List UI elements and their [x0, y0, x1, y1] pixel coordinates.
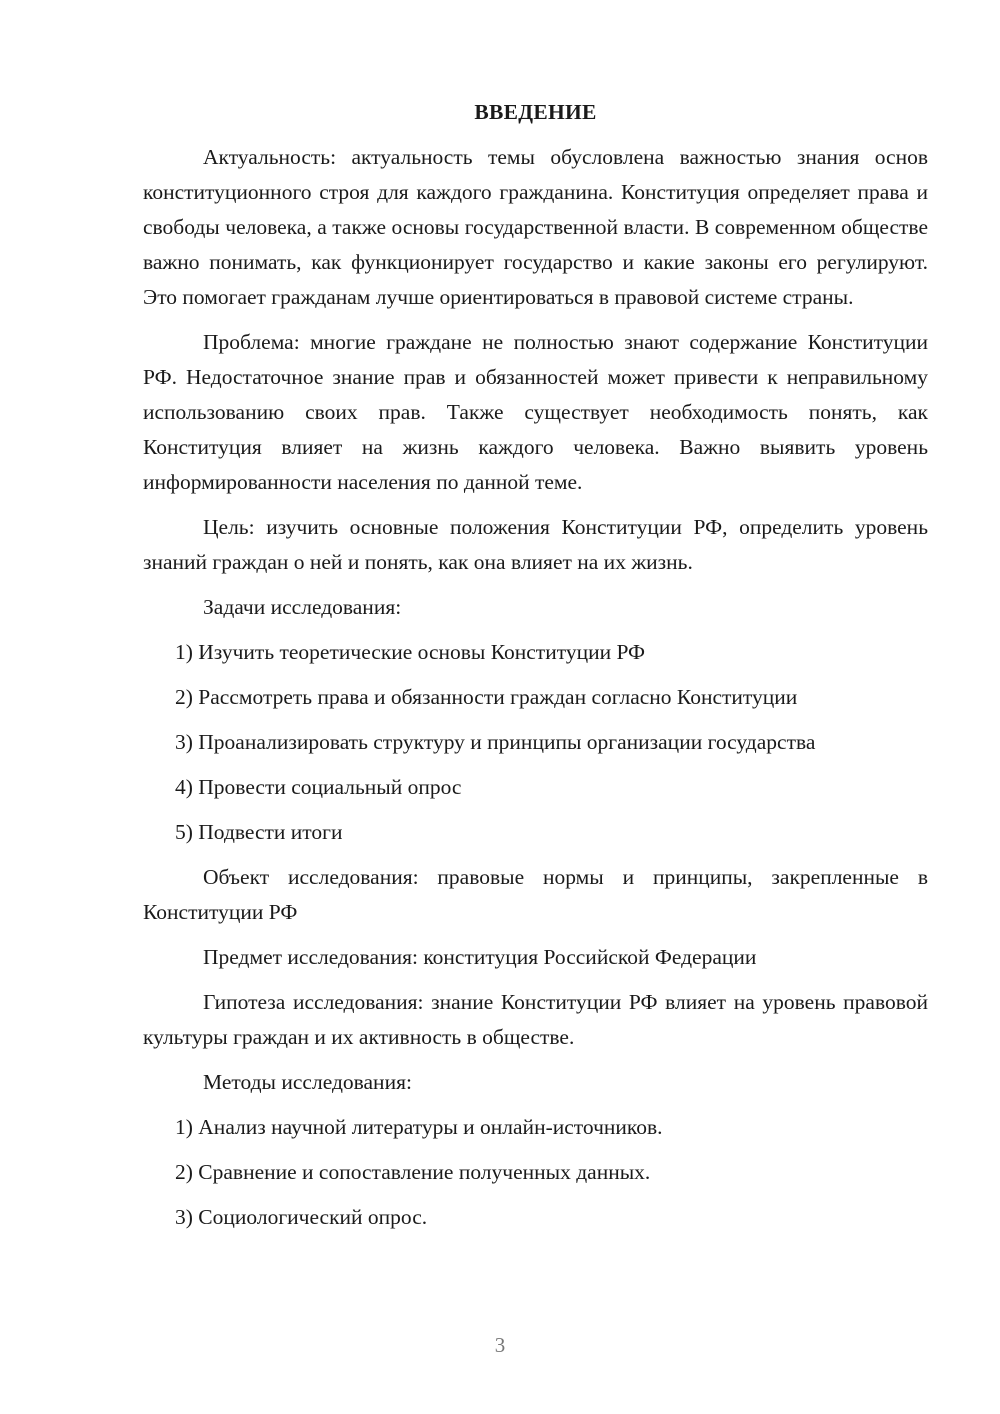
task-item-1: 1) Изучить теоретические основы Конституции РФ — [175, 640, 646, 664]
paragraph-problem: Проблема: многие граждане не полностью знают содержание Конституции РФ. Недостаточное знание прав и обязанностей может привести к неправильному использованию своих прав. Также существует необходимость понять, как Конституция влияет на жизнь каждого человека. Важно выявить уровень информированности населения по данной теме. — [143, 330, 928, 494]
paragraph-object: Объект исследования: правовые нормы и принципы, закрепленные в Конституции РФ — [143, 865, 928, 924]
method-item-2: 2) Сравнение и сопоставление полученных данных. — [175, 1160, 651, 1184]
paragraph-subject: Предмет исследования: конституция Российской Федерации — [203, 945, 757, 969]
paragraph-relevance: Актуальность: актуальность темы обусловлена важностью знания основ конституционного строя для каждого гражданина. Конституция определяет права и свободы человека, а также основы государственной власти. В современном обществе важно понимать, как функционирует государство и какие законы его регулируют. Это помогает гражданам лучше ориентироваться в правовой системе страны. — [143, 145, 928, 309]
task-item-4: 4) Провести социальный опрос — [175, 775, 462, 799]
paragraph-goal: Цель: изучить основные положения Конституции РФ, определить уровень знаний граждан о ней и понять, как она влияет на их жизнь. — [143, 515, 928, 574]
tasks-heading: Задачи исследования: — [203, 595, 402, 619]
page-number: 3 — [494, 1333, 506, 1357]
task-item-2: 2) Рассмотреть права и обязанности граждан согласно Конституции — [175, 685, 798, 709]
paragraph-hypothesis: Гипотеза исследования: знание Конституции РФ влияет на уровень правовой культуры граждан и их активность в обществе. — [143, 990, 928, 1049]
section-title: ВВЕДЕНИЕ — [474, 100, 597, 124]
method-item-1: 1) Анализ научной литературы и онлайн-источников. — [175, 1115, 663, 1139]
document-page — [143, 95, 928, 1245]
methods-heading: Методы исследования: — [203, 1070, 412, 1094]
method-item-3: 3) Социологический опрос. — [175, 1205, 428, 1229]
task-item-5: 5) Подвести итоги — [175, 820, 343, 844]
task-item-3: 3) Проанализировать структуру и принципы организации государства — [175, 730, 816, 754]
